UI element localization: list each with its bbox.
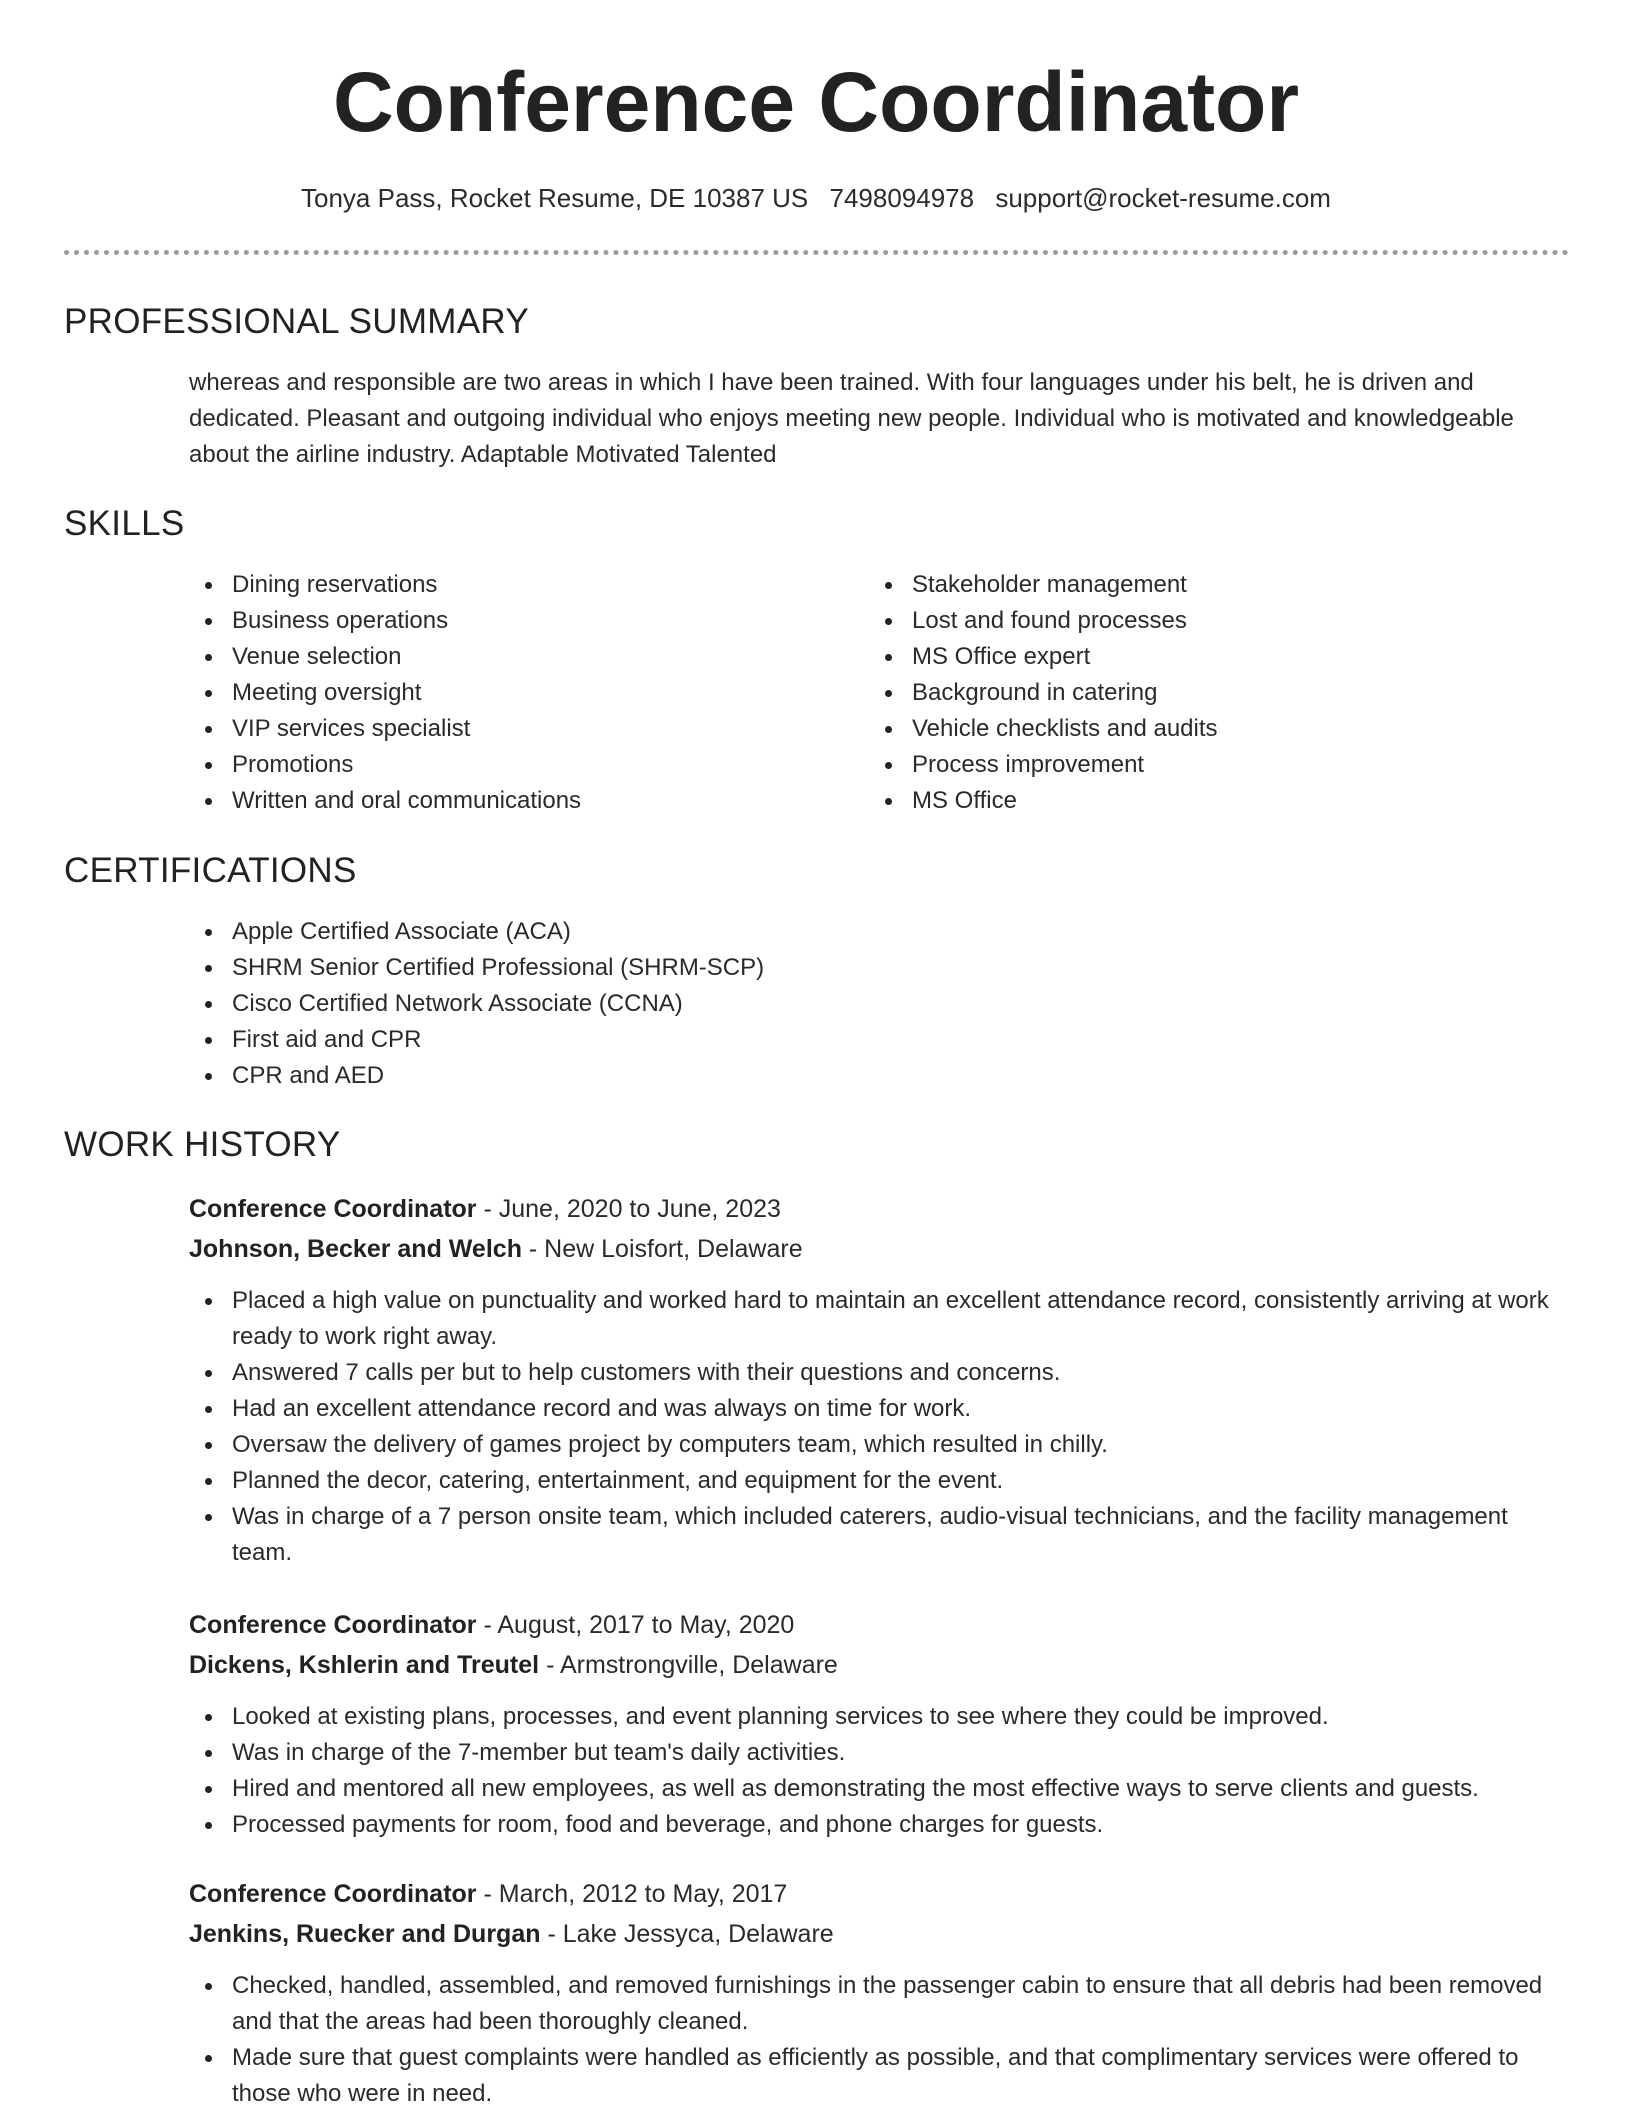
job-dates: - June, 2020 to June, 2023 (476, 1195, 781, 1223)
job-dates: - March, 2012 to May, 2017 (476, 1880, 788, 1908)
list-item: Answered 7 calls per but to help customers with their questions and concerns. (189, 1355, 1569, 1391)
list-item: Background in catering (869, 675, 1509, 711)
list-item: Was in charge of a 7 person onsite team, which included caterers, audio-visual technicians, and the facility management team. (189, 1499, 1569, 1571)
job-duties-list (189, 1283, 1569, 1571)
contact-phone: 7498094978 (829, 183, 975, 213)
list-item: Cisco Certified Network Associate (CCNA) (189, 986, 1569, 1022)
job-company: Johnson, Becker and Welch (189, 1235, 522, 1263)
list-item: Dining reservations (189, 567, 829, 603)
list-item: Checked, handled, assembled, and removed furnishings in the passenger cabin to ensure that all debris had been removed and that the areas had been thoroughly cleaned. (189, 1968, 1569, 2040)
job-company: Jenkins, Ruecker and Durgan (189, 1920, 541, 1948)
certifications-heading: CERTIFICATIONS (64, 851, 357, 890)
contact-address: Tonya Pass, Rocket Resume, DE 10387 US (301, 183, 809, 213)
contact-line (0, 180, 1632, 216)
list-item: Oversaw the delivery of games project by computers team, which resulted in chilly. (189, 1427, 1569, 1463)
list-item: Stakeholder management (869, 567, 1509, 603)
list-item: Was in charge of the 7-member but team's daily activities. (189, 1735, 1569, 1771)
list-item: SHRM Senior Certified Professional (SHRM-SCP) (189, 950, 1569, 986)
list-item: Processed payments for room, food and beverage, and phone charges for guests. (189, 1807, 1569, 1843)
list-item: First aid and CPR (189, 1022, 1569, 1058)
skills-heading: SKILLS (64, 504, 185, 543)
summary-text: whereas and responsible are two areas in which I have been trained. With four languages under his belt, he is driven and dedicated. Pleasant and outgoing individual who enjoys meeting new people. Individual who is motivated and knowledgeable about the airline industry. Adaptable Motivated Talented (189, 369, 1514, 468)
list-item: MS Office expert (869, 639, 1509, 675)
list-item: MS Office (869, 783, 1509, 819)
list-item: Made sure that guest complaints were handled as efficiently as possible, and that complimentary services were offered to those who were in need. (189, 2040, 1569, 2112)
resume-title: Conference Coordinator (332, 55, 1300, 149)
list-item: Hired and mentored all new employees, as well as demonstrating the most effective ways to serve clients and guests. (189, 1771, 1569, 1807)
job-role: Conference Coordinator (189, 1880, 477, 1908)
job-dates: - August, 2017 to May, 2020 (476, 1611, 795, 1639)
job-location: - New Loisfort, Delaware (521, 1235, 803, 1263)
list-item: CPR and AED (189, 1058, 1569, 1094)
job-role: Conference Coordinator (189, 1611, 477, 1639)
job-company-line (189, 1645, 838, 1685)
job-title-line (189, 1605, 794, 1645)
job-company: Dickens, Kshlerin and Treutel (189, 1651, 540, 1679)
list-item: Looked at existing plans, processes, and event planning services to see where they could be improved. (189, 1699, 1569, 1735)
header-divider (64, 250, 1569, 255)
skills-list-right (869, 567, 1509, 819)
list-item: Apple Certified Associate (ACA) (189, 914, 1569, 950)
job-title-line (189, 1874, 787, 1914)
list-item: Venue selection (189, 639, 829, 675)
job-company-line (189, 1914, 834, 1954)
contact-email: support@rocket-resume.com (995, 183, 1331, 213)
list-item: Written and oral communications (189, 783, 829, 819)
list-item: Lost and found processes (869, 603, 1509, 639)
list-item: Process improvement (869, 747, 1509, 783)
certifications-list (189, 914, 1569, 1094)
list-item: VIP services specialist (189, 711, 829, 747)
list-item: Promotions (189, 747, 829, 783)
work-history-heading: WORK HISTORY (64, 1125, 341, 1164)
list-item: Vehicle checklists and audits (869, 711, 1509, 747)
list-item: Placed a high value on punctuality and worked hard to maintain an excellent attendance record, consistently arriving at work ready to work right away. (189, 1283, 1569, 1355)
list-item: Planned the decor, catering, entertainment, and equipment for the event. (189, 1463, 1569, 1499)
list-item: Business operations (189, 603, 829, 639)
list-item: Had an excellent attendance record and was always on time for work. (189, 1391, 1569, 1427)
job-company-line (189, 1229, 803, 1269)
job-role: Conference Coordinator (189, 1195, 477, 1223)
job-duties-list (189, 1699, 1569, 1843)
job-duties-list (189, 1968, 1569, 2112)
job-location: - Lake Jessyca, Delaware (540, 1920, 834, 1948)
job-location: - Armstrongville, Delaware (539, 1651, 838, 1679)
job-title-line (189, 1189, 781, 1229)
summary-heading: PROFESSIONAL SUMMARY (64, 302, 529, 341)
skills-list-left (189, 567, 829, 819)
list-item: Meeting oversight (189, 675, 829, 711)
